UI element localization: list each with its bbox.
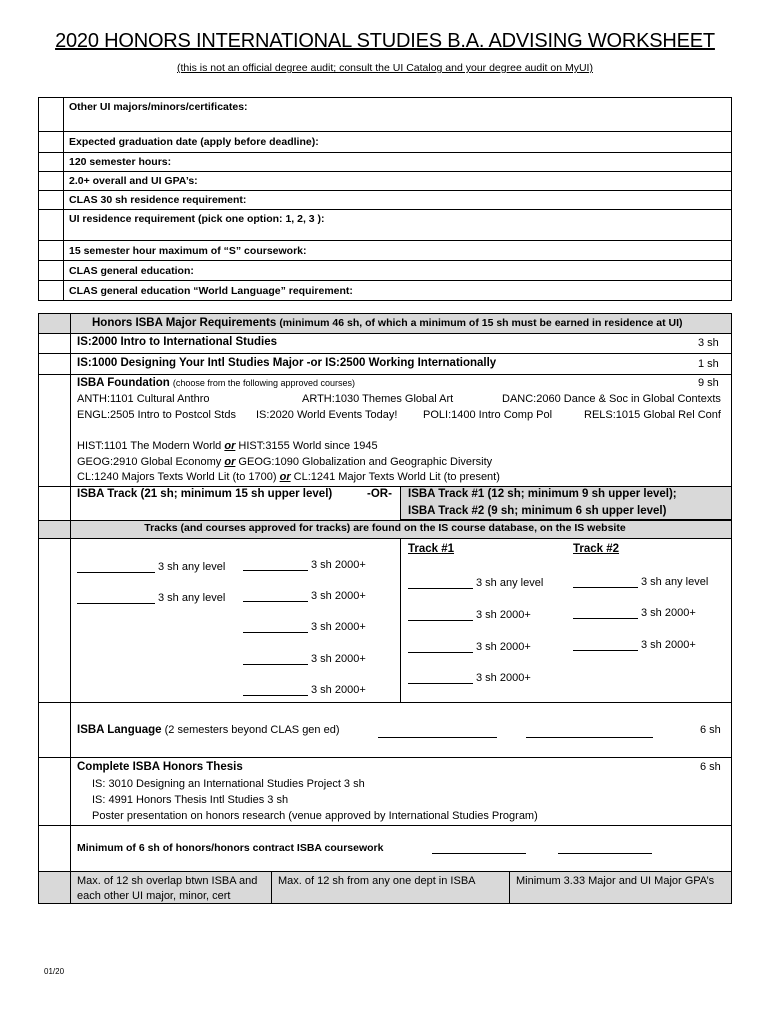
track-slot: 3 sh 2000+ (641, 607, 696, 619)
honors-minimum: Minimum of 6 sh of honors/honors contract ISBA coursework (77, 842, 384, 854)
intro-course: IS:2000 Intro to International Studies (77, 336, 278, 348)
track-slot: 3 sh 2000+ (476, 609, 531, 621)
page-title: 2020 HONORS INTERNATIONAL STUDIES B.A. ADVISING WORKSHEET (55, 30, 715, 52)
checkbox-cell[interactable] (39, 98, 64, 132)
design-course: IS:1000 Designing Your Intl Studies Major -or IS:2500 Working Internationally (77, 357, 497, 369)
limit-cell: Max. of 12 sh from any one dept in ISBA (278, 875, 476, 887)
foundation-sh: 9 sh (698, 377, 719, 389)
checklist-item: Expected graduation date (apply before deadline): (64, 132, 732, 153)
checkbox-cell[interactable] (39, 281, 64, 301)
checkbox-cell[interactable] (39, 132, 64, 153)
foundation-course: POLI:1400 Intro Comp Pol (423, 409, 553, 421)
checklist-item: UI residence requirement (pick one option: 1, 2, 3 ): (64, 210, 732, 241)
track-slot: 3 sh any level (158, 561, 226, 573)
track1-heading: Track #1 (408, 543, 455, 555)
page-footer-date: 01/20 (44, 967, 65, 976)
thesis-label: Complete ISBA Honors Thesis (77, 761, 243, 773)
track2-label: ISBA Track #2 (9 sh; minimum 6 sh upper level) (408, 505, 667, 517)
track-slot: 3 sh any level (158, 592, 226, 604)
track-slot: 3 sh 2000+ (311, 653, 366, 665)
foundation-choice-cl: CL:1240 Majors Texts World Lit (to 1700) or CL:1241 Major Texts World Lit (to present) (77, 471, 500, 483)
track2-heading: Track #2 (573, 543, 620, 555)
foundation-choice-hist: HIST:1101 The Modern World or HIST:3155 World since 1945 (77, 440, 378, 452)
thesis-item: Poster presentation on honors research (venue approved by International Studies Program) (92, 810, 538, 822)
checkbox-cell[interactable] (39, 191, 64, 210)
track-or: -OR- (367, 488, 392, 500)
checklist-item: CLAS 30 sh residence requirement: (64, 191, 732, 210)
design-sh: 1 sh (698, 358, 719, 370)
checklist-item: Other UI majors/minors/certificates: (64, 98, 732, 132)
checklist-table (38, 97, 732, 301)
limit-cell: Max. of 12 sh overlap btwn ISBA and each other UI major, minor, cert (77, 875, 258, 902)
foundation-label-line: ISBA Foundation (choose from the following approved courses) (77, 377, 355, 389)
major-heading: Honors ISBA Major Requirements (minimum 46 sh, of which a minimum of 15 sh must be earned in residence at UI) (92, 317, 683, 329)
foundation-course: IS:2020 World Events Today! (256, 409, 398, 421)
checklist-item: 120 semester hours: (64, 153, 732, 172)
checklist-item: 2.0+ overall and UI GPA’s: (64, 172, 732, 191)
track1-label: ISBA Track #1 (12 sh; minimum 9 sh upper level); (408, 488, 677, 500)
thesis-sh: 6 sh (700, 761, 721, 773)
foundation-course: ANTH:1101 Cultural Anthro (77, 393, 210, 405)
language-sh: 6 sh (700, 724, 721, 736)
track-slot: 3 sh 2000+ (311, 621, 366, 633)
track-note: Tracks (and courses approved for tracks) are found on the IS course database, on the IS website (144, 522, 626, 534)
foundation-course: ENGL:2505 Intro to Postcol Stds (77, 409, 236, 421)
checkbox-cell[interactable] (39, 172, 64, 191)
checkbox-cell[interactable] (39, 153, 64, 172)
track-slot: 3 sh 2000+ (311, 684, 366, 696)
checklist-item: CLAS general education: (64, 261, 732, 281)
foundation-course: ARTH:1030 Themes Global Art (302, 393, 454, 405)
foundation-course: RELS:1015 Global Rel Conf (584, 409, 721, 421)
track-slot: 3 sh any level (476, 577, 544, 589)
thesis-item: IS: 4991 Honors Thesis Intl Studies 3 sh (92, 794, 289, 806)
page-subtitle: (this is not an official degree audit; consult the UI Catalog and your degree audit on MyUI) (177, 62, 593, 74)
thesis-item: IS: 3010 Designing an International Studies Project 3 sh (92, 778, 365, 790)
checkbox-cell[interactable] (39, 241, 64, 261)
checkbox-cell[interactable] (39, 261, 64, 281)
track-slot: 3 sh 2000+ (311, 590, 366, 602)
track-label: ISBA Track (21 sh; minimum 15 sh upper level) (77, 488, 333, 500)
track-slot: 3 sh 2000+ (311, 559, 366, 571)
foundation-choice-geog: GEOG:2910 Global Economy or GEOG:1090 Globalization and Geographic Diversity (77, 456, 493, 468)
track-slot: 3 sh any level (641, 576, 709, 588)
checkbox-cell[interactable] (39, 210, 64, 241)
language-line: ISBA Language (2 semesters beyond CLAS gen ed) (77, 724, 340, 736)
track-slot: 3 sh 2000+ (476, 641, 531, 653)
limit-cell: Minimum 3.33 Major and UI Major GPA’s (516, 875, 715, 887)
checklist-item: CLAS general education “World Language” requirement: (64, 281, 732, 301)
intro-sh: 3 sh (698, 337, 719, 349)
checklist-item: 15 semester hour maximum of “S” coursework: (64, 241, 732, 261)
track-slot: 3 sh 2000+ (641, 639, 696, 651)
track-slot: 3 sh 2000+ (476, 672, 531, 684)
foundation-course: DANC:2060 Dance & Soc in Global Contexts (502, 393, 721, 405)
